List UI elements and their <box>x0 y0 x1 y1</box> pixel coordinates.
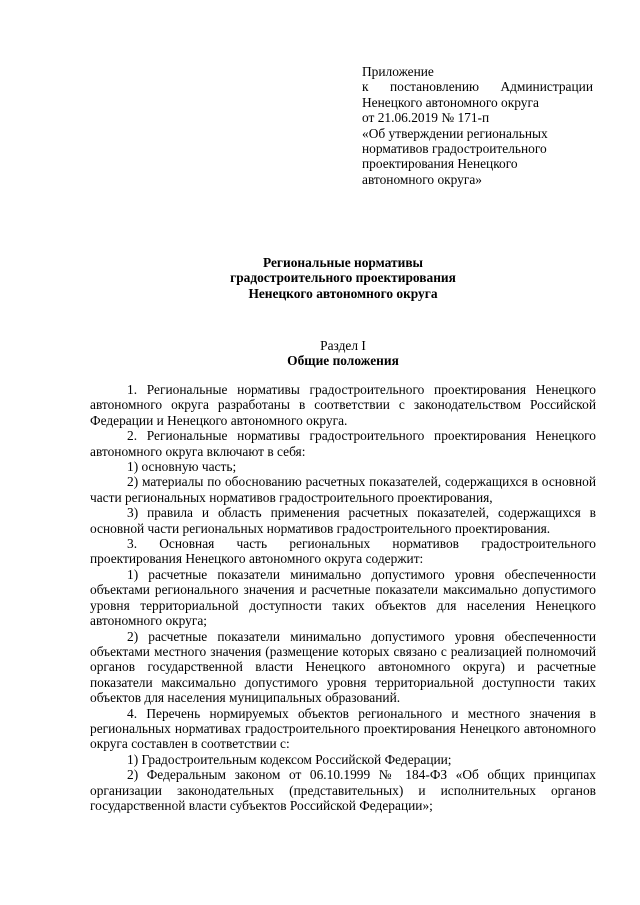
appendix-issuer: Ненецкого автономного округа <box>362 94 539 110</box>
document-title <box>90 255 596 301</box>
appendix-label: Приложение <box>362 64 434 79</box>
paragraph: 2. Региональные нормативы градостроительного проектирования Ненецкого автономного округа включают в себя: <box>90 428 596 459</box>
paragraph: 2) Федеральным законом от 06.10.1999 № 184-ФЗ «Об общих принципах организации законодательных (представительных) и исполнительных органов государственной власти субъектов Российской Федерации»; <box>90 767 596 813</box>
appendix-decree-title-1: «Об утверждении региональных <box>362 125 548 141</box>
section-number: Раздел I <box>320 338 366 353</box>
paragraph: 2) материалы по обоснованию расчетных показателей, содержащихся в основной части региональных нормативов градостроительного проектирования, <box>90 474 596 505</box>
appendix-date-number: от 21.06.2019 № 171-п <box>362 110 490 126</box>
paragraph: 3) правила и область применения расчетных показателей, содержащихся в основной части региональных нормативов градостроительного проектирования. <box>90 505 596 536</box>
section-heading <box>90 338 596 369</box>
section-name: Общие положения <box>287 353 399 369</box>
appendix-decree-ref: к постановлению Администрации <box>362 79 593 95</box>
paragraph: 4. Перечень нормируемых объектов регионального и местного значения в региональных нормативах градостроительного проектирования Ненецкого автономного округа составлен в соответствии с: <box>90 705 596 752</box>
appendix-decree-title-4: автономного округа» <box>362 171 482 187</box>
document-body <box>90 382 596 813</box>
paragraph: 1) расчетные показатели минимально допустимого уровня обеспеченности объектами регионального значения и расчетные показатели максимально допустимого уровня территориальной доступности таких объектов для населения Ненецкого автономного округа; <box>90 566 596 629</box>
appendix-block <box>362 64 593 187</box>
paragraph: 1) Градостроительным кодексом Российской Федерации; <box>127 751 452 767</box>
appendix-decree-title-3: проектирования Ненецкого <box>362 156 518 172</box>
document-title-line-2: градостроительного проектирования <box>230 270 456 286</box>
document-title-line-3: Ненецкого автономного округа <box>248 285 438 301</box>
paragraph: 1. Региональные нормативы градостроительного проектирования Ненецкого автономного округа разработаны в соответствии с законодательством Российской Федерации и Ненецкого автономного округа. <box>90 382 596 428</box>
appendix-decree-title-2: нормативов градостроительного <box>362 141 547 157</box>
document-title-line-1: Региональные нормативы <box>262 255 424 270</box>
paragraph: 1) основную часть; <box>127 459 237 475</box>
paragraph: 2) расчетные показатели минимально допустимого уровня обеспеченности объектами местного значения (размещение которых связано с реализацией полномочий органов государственной власти Ненецкого автономного округа) и расчетные показатели максимально допустимого уровня территориальной доступности таких объектов для населения муниципальных образований. <box>90 628 596 706</box>
paragraph: 3. Основная часть региональных нормативов градостроительного проектирования Ненецкого автономного округа содержит: <box>90 536 596 567</box>
